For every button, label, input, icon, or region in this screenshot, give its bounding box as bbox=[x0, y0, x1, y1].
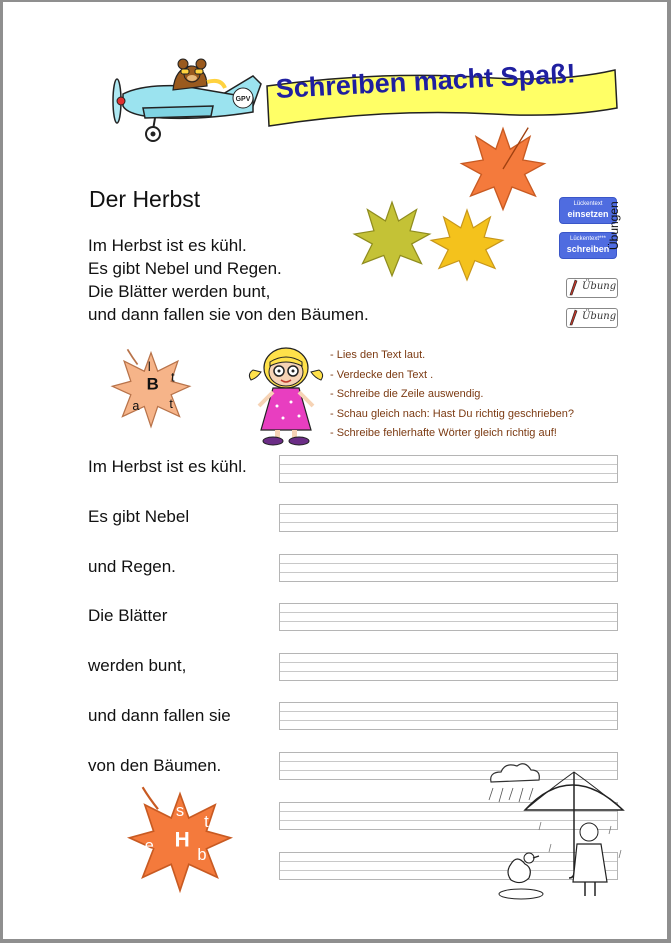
uebung-button-2[interactable] bbox=[566, 308, 618, 328]
leaf-letter: H bbox=[174, 828, 190, 852]
button-small-label: Lückentext bbox=[573, 201, 603, 207]
button-small-label: Lückentext*** bbox=[569, 236, 607, 242]
orange-leaf-icon bbox=[458, 124, 548, 214]
writing-line-box[interactable] bbox=[279, 702, 618, 730]
writing-prompt: und dann fallen sie bbox=[88, 706, 231, 725]
leaf-letter: B bbox=[146, 374, 159, 394]
uebung-button-1[interactable] bbox=[566, 278, 618, 298]
writing-prompt: Im Herbst ist es kühl. bbox=[88, 457, 247, 476]
yellow-leaf-icon bbox=[428, 206, 506, 284]
writing-prompt: Es gibt Nebel bbox=[88, 507, 190, 526]
instruction-item: - Schau gleich nach: Hast Du richtig geschrieben? bbox=[330, 407, 574, 420]
button-label: einsetzen bbox=[567, 209, 609, 219]
text-line: Im Herbst ist es kühl. bbox=[88, 236, 247, 255]
uebung-label: Übung bbox=[582, 311, 617, 322]
letter-leaf-small bbox=[109, 346, 193, 430]
uebung-label: Übung bbox=[582, 281, 617, 292]
writing-line-box[interactable] bbox=[279, 603, 618, 631]
airplane-illustration bbox=[103, 54, 273, 146]
leaf-letter: t bbox=[169, 397, 173, 412]
text-line: Es gibt Nebel und Regen. bbox=[88, 259, 282, 278]
button-label: schreiben bbox=[566, 244, 610, 254]
letter-leaf-large bbox=[125, 784, 235, 896]
writing-prompt: werden bunt, bbox=[88, 656, 187, 675]
writing-prompt: und Regen. bbox=[88, 557, 176, 576]
pen-icon bbox=[569, 308, 578, 326]
uebungen-side-label: Übungen bbox=[607, 201, 621, 250]
instruction-item: - Schreibe die Zeile auswendig. bbox=[330, 388, 484, 400]
leaf-letter: r bbox=[166, 863, 172, 882]
leaf-letter: s bbox=[175, 801, 185, 820]
writing-prompt: von den Bäumen. bbox=[88, 756, 222, 775]
writing-line-box[interactable] bbox=[279, 653, 618, 681]
leaf-letter: e bbox=[144, 837, 154, 855]
writing-line-box[interactable] bbox=[279, 554, 618, 582]
instruction-list bbox=[330, 346, 574, 444]
banner-text: Schreiben macht Spaß! bbox=[275, 58, 577, 104]
instruction-item: - Lies den Text laut. bbox=[330, 349, 426, 361]
leaf-letter: a bbox=[132, 398, 140, 413]
writing-prompt: Die Blätter bbox=[88, 606, 168, 625]
writing-line-box[interactable] bbox=[279, 504, 618, 532]
leaf-letter: b bbox=[197, 845, 207, 864]
leaf-letter: t bbox=[171, 370, 175, 385]
text-line: Die Blätter werden bunt, bbox=[88, 282, 271, 301]
pen-icon bbox=[569, 278, 578, 296]
page-title: Der Herbst bbox=[89, 186, 201, 212]
leaf-letter: t bbox=[204, 812, 209, 831]
instruction-item: - Verdecke den Text . bbox=[330, 368, 434, 381]
rain-umbrella-illustration bbox=[481, 760, 631, 910]
reading-text bbox=[88, 234, 369, 326]
girl-illustration bbox=[243, 344, 329, 446]
leaf-letter: l bbox=[147, 360, 151, 375]
plane-logo-text: GPV bbox=[235, 96, 251, 103]
text-line: und dann fallen sie von den Bäumen. bbox=[88, 305, 369, 324]
worksheet-page bbox=[3, 2, 667, 939]
instruction-item: - Schreibe fehlerhafte Wörter gleich richtig auf! bbox=[330, 427, 557, 439]
writing-line-box[interactable] bbox=[279, 455, 618, 483]
